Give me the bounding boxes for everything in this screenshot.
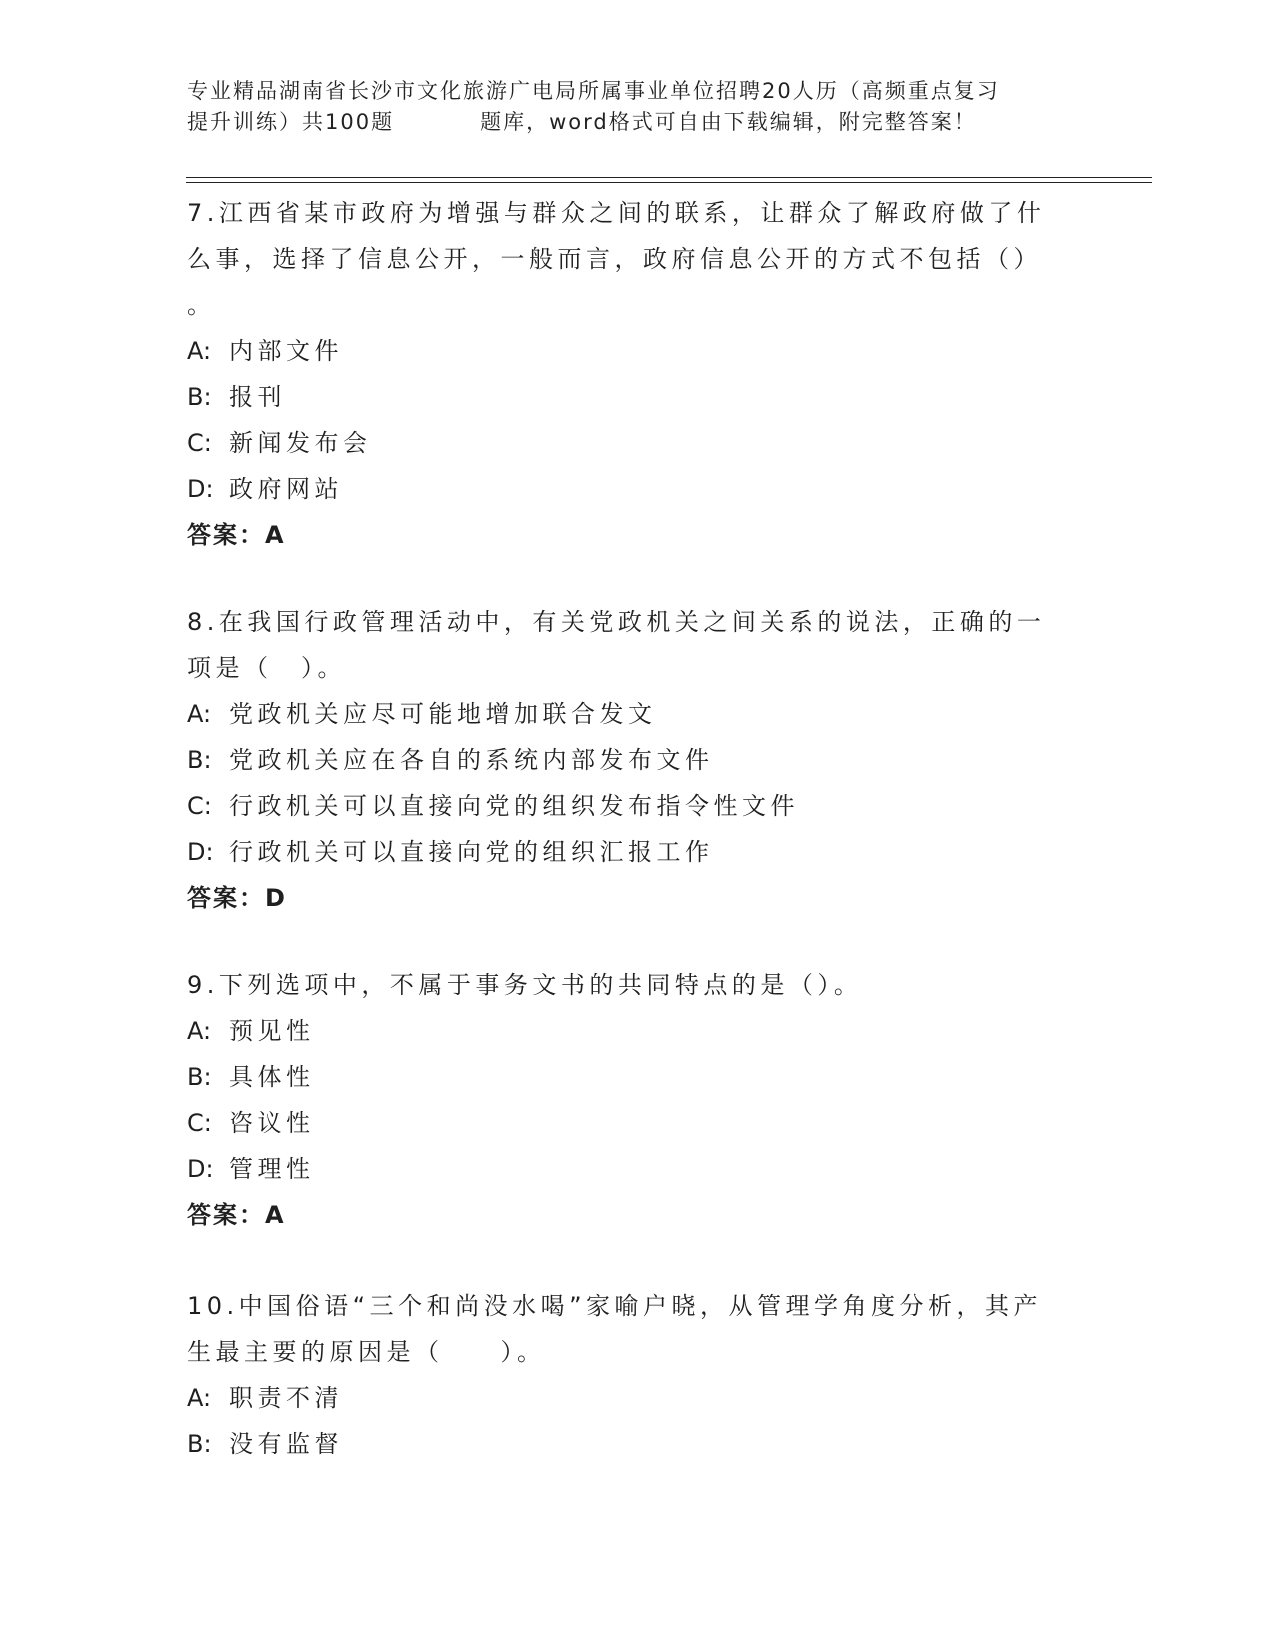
option-d (187, 466, 1067, 512)
option-key: D: (187, 838, 214, 866)
option-b (187, 1054, 1067, 1100)
option-key: B: (187, 383, 212, 411)
header-line-2-right: 题库，word格式可自由下载编辑，附完整答案！ (480, 110, 977, 134)
option-text: 党政机关应在各自的系统内部发布文件 (229, 746, 714, 774)
option-d (187, 1146, 1067, 1192)
option-a (187, 1375, 1067, 1421)
question-stem: 8.在我国行政管理活动中，有关党政机关之间关系的说法，正确的一 (187, 608, 1046, 636)
option-a (187, 691, 1067, 737)
question-stem: 么事，选择了信息公开，一般而言，政府信息公开的方式不包括（） (187, 245, 1042, 273)
option-key: B: (187, 1430, 212, 1458)
header-line-1: 专业精品湖南省长沙市文化旅游广电局所属事业单位招聘20人历（高频重点复习 (187, 79, 1000, 103)
option-b (187, 1421, 1067, 1467)
header-line-2-left: 提升训练）共100题 (187, 110, 395, 134)
option-text: 行政机关可以直接向党的组织发布指令性文件 (229, 792, 799, 820)
option-b (187, 374, 1067, 420)
option-c (187, 420, 1067, 466)
option-text: 管理性 (229, 1155, 315, 1183)
option-text: 没有监督 (229, 1430, 343, 1458)
question-7 (187, 190, 1067, 558)
option-a (187, 1008, 1067, 1054)
answer: 答案：A (187, 521, 286, 549)
question-9 (187, 962, 1067, 1238)
option-key: A: (187, 1017, 212, 1045)
option-key: A: (187, 700, 212, 728)
answer: 答案：A (187, 1201, 286, 1229)
option-text: 预见性 (229, 1017, 315, 1045)
option-d (187, 829, 1067, 875)
question-stem: 7.江西省某市政府为增强与群众之间的联系，让群众了解政府做了什 (187, 199, 1046, 227)
option-text: 新闻发布会 (229, 429, 372, 457)
option-c (187, 783, 1067, 829)
option-c (187, 1100, 1067, 1146)
question-stem: 生最主要的原因是（ ）。 (187, 1338, 546, 1366)
option-key: A: (187, 1384, 212, 1412)
option-text: 报刊 (229, 383, 286, 411)
option-b (187, 737, 1067, 783)
option-text: 行政机关可以直接向党的组织汇报工作 (229, 838, 714, 866)
option-key: A: (187, 337, 212, 365)
option-key: C: (187, 792, 212, 820)
question-8 (187, 599, 1067, 921)
option-text: 咨议性 (229, 1109, 315, 1137)
question-stem: 。 (187, 291, 216, 319)
option-key: B: (187, 1063, 212, 1091)
option-a (187, 328, 1067, 374)
option-text: 内部文件 (229, 337, 343, 365)
header-divider-top (186, 177, 1152, 178)
question-stem: 10.中国俗语“三个和尚没水喝”家喻户晓，从管理学角度分析，其产 (187, 1292, 1043, 1320)
question-stem: 项是（ ）。 (187, 654, 346, 682)
question-stem: 9.下列选项中，不属于事务文书的共同特点的是（）。 (187, 971, 863, 999)
question-10 (187, 1283, 1067, 1467)
option-key: C: (187, 1109, 212, 1137)
header-divider-bottom (186, 182, 1152, 183)
option-text: 职责不清 (229, 1384, 343, 1412)
option-key: B: (187, 746, 212, 774)
header-line-2 (187, 107, 1087, 138)
option-text: 政府网站 (229, 475, 343, 503)
option-text: 具体性 (229, 1063, 315, 1091)
answer: 答案：D (187, 884, 287, 912)
option-key: D: (187, 1155, 214, 1183)
document-header (187, 76, 1087, 138)
option-key: D: (187, 475, 214, 503)
option-text: 党政机关应尽可能地增加联合发文 (229, 700, 657, 728)
option-key: C: (187, 429, 212, 457)
